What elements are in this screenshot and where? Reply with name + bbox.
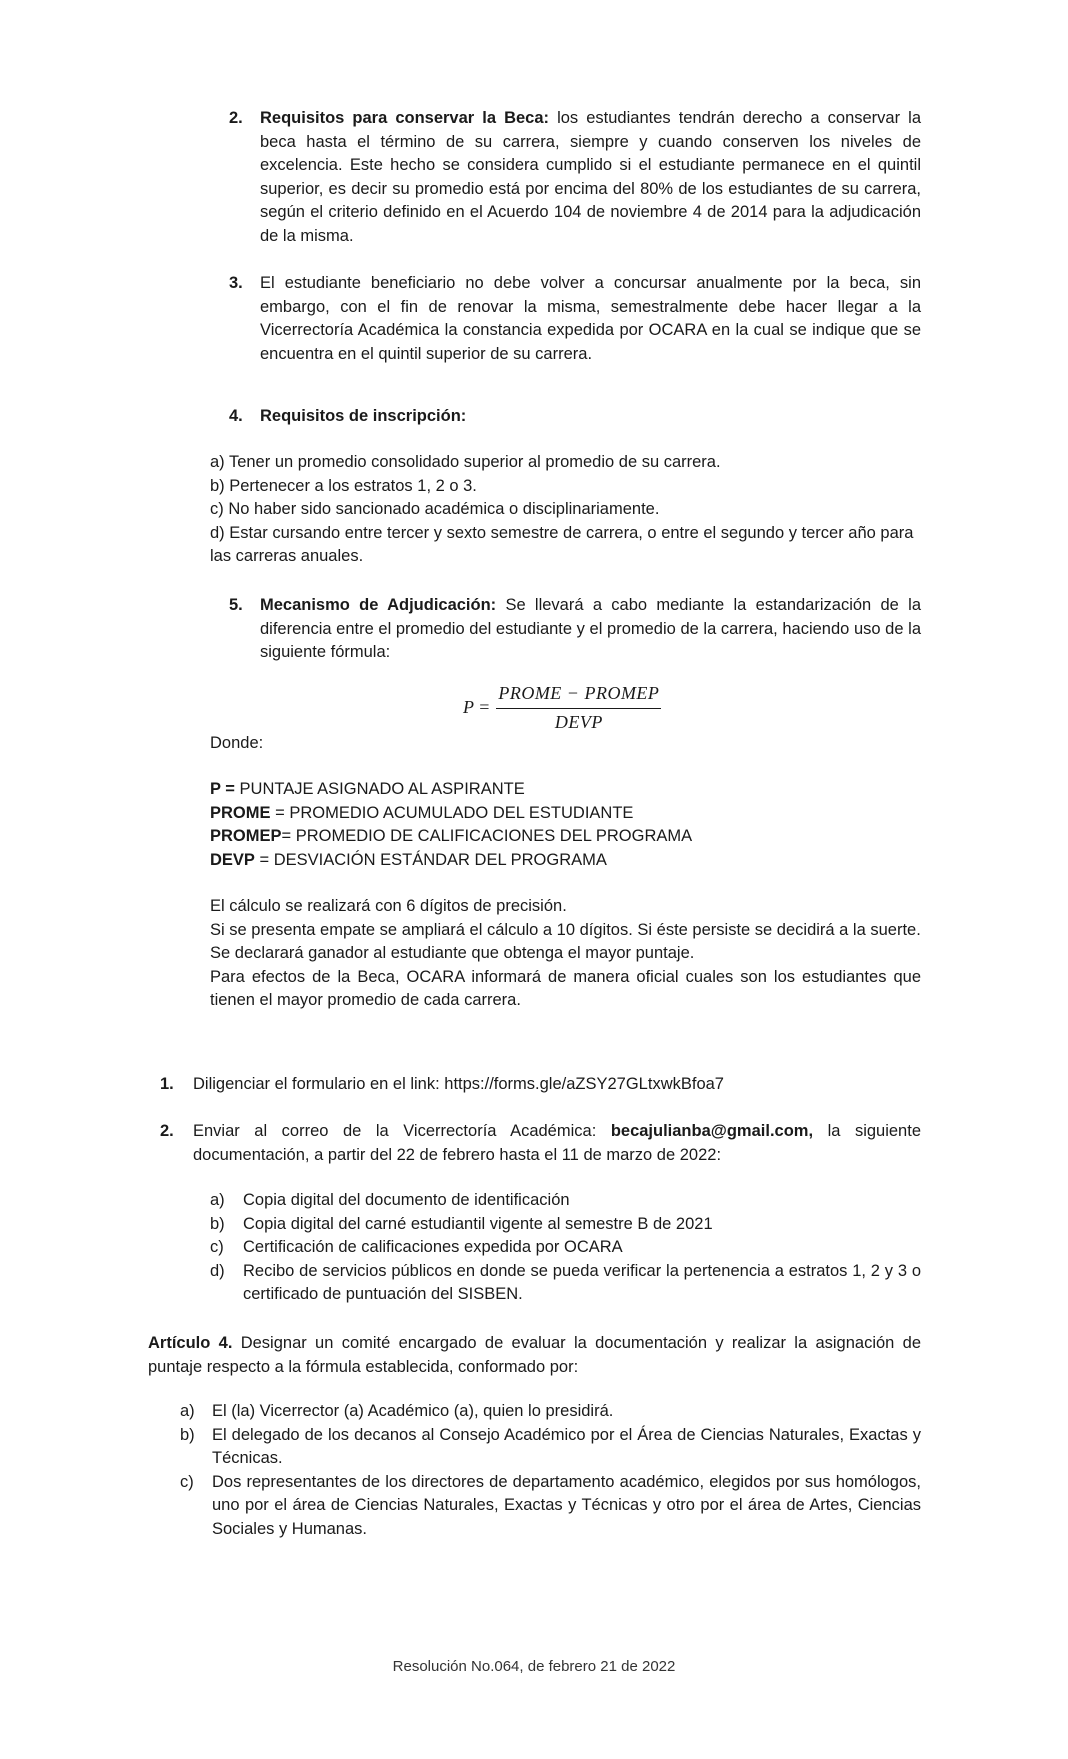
documents-list bbox=[210, 1189, 921, 1309]
definition-term: DEVP bbox=[210, 850, 255, 869]
formula-denominator: DEVP bbox=[554, 711, 603, 732]
member-text: Dos representantes de los directores de departamento académico, elegidos por sus homólogos, uno por el área de Ciencias Naturales, Exactas y Técnicas y otro por el área de Artes, Ciencias Sociales y Humanas. bbox=[212, 1472, 921, 1538]
formula-lhs: P = bbox=[463, 697, 491, 718]
doc-text: Certificación de calificaciones expedida por OCARA bbox=[243, 1238, 623, 1256]
requirement-line: d) Estar cursando entre tercer y sexto semestre de carrera, o entre el segundo y tercer año para las carreras anuales. bbox=[210, 523, 914, 565]
article-text: Designar un comité encargado de evaluar la documentación y realizar la asignación de puntaje respecto a la fórmula establecida, conformado por: bbox=[148, 1334, 921, 1376]
inscripcion-requirements bbox=[210, 451, 921, 569]
item-text: El estudiante beneficiario no debe volver a concursar anualmente por la beca, sin embargo, con el fin de renovar la misma, semestralmente debe hacer llegar a la Vicerrectoría Académica la constancia expedida por OCARA en la cual se indique que se encuentra en el quintil superior de su carrera. bbox=[260, 274, 921, 363]
step-number: 2. bbox=[160, 1122, 174, 1140]
doc-text: Copia digital del carné estudiantil vigente al semestre B de 2021 bbox=[243, 1214, 713, 1233]
item-title: Requisitos para conservar la Beca: bbox=[260, 109, 550, 127]
definition-term: PROME bbox=[210, 803, 271, 822]
item-number: 5. bbox=[229, 596, 243, 614]
calculation-notes bbox=[210, 895, 921, 1013]
member-text: El delegado de los decanos al Consejo Académico por el Área de Ciencias Naturales, Exactas y Técnicas. bbox=[212, 1425, 921, 1467]
item-inscripcion-title bbox=[260, 405, 466, 429]
definition-row bbox=[210, 825, 921, 849]
doc-letter: c) bbox=[210, 1238, 224, 1256]
definition-row bbox=[210, 802, 921, 826]
step-text: Diligenciar el formulario en el link: https://forms.gle/aZSY27GLtxwkBfoa7 bbox=[193, 1075, 724, 1093]
definition-row bbox=[210, 778, 921, 802]
definition-desc: PROMEDIO DE CALIFICACIONES DEL PROGRAMA bbox=[295, 827, 693, 845]
item-number: 2. bbox=[229, 109, 243, 127]
calc-note: El cálculo se realizará con 6 dígitos de precisión. bbox=[210, 897, 567, 915]
formula-definitions bbox=[210, 778, 921, 872]
step-envio-correo bbox=[193, 1120, 921, 1167]
member-letter: a) bbox=[180, 1402, 195, 1420]
committee-members bbox=[180, 1400, 921, 1550]
formula-fraction bbox=[496, 682, 661, 734]
requirement-line: c) No haber sido sancionado académica o disciplinariamente. bbox=[210, 500, 660, 518]
member-text: El (la) Vicerrector (a) Académico (a), quien lo presidirá. bbox=[212, 1402, 614, 1420]
doc-letter: a) bbox=[210, 1191, 225, 1209]
article-4 bbox=[148, 1332, 921, 1379]
formula-numerator: PROME − PROMEP bbox=[496, 682, 661, 709]
item-text: Se llevará a cabo mediante la estandarización de la diferencia entre el promedio del estudiante y el promedio de la carrera, haciendo uso de la siguiente fórmula: bbox=[260, 596, 921, 661]
step-text: la siguiente documentación, a partir del 22 de febrero hasta el 11 de marzo de 2022: bbox=[193, 1122, 921, 1164]
calc-note: Si se presenta empate se ampliará el cálculo a 10 dígitos. Si éste persiste se decidirá a la suerte. bbox=[210, 920, 921, 939]
definition-sep: = bbox=[270, 803, 290, 822]
item-number: 4. bbox=[229, 407, 243, 425]
article-label: Artículo 4. bbox=[148, 1334, 233, 1352]
definition-term: P bbox=[210, 780, 221, 798]
member-letter: b) bbox=[180, 1425, 195, 1444]
doc-text: Copia digital del documento de identificación bbox=[243, 1191, 570, 1209]
definition-term: PROMEP bbox=[210, 827, 282, 845]
doc-letter: b) bbox=[210, 1214, 225, 1233]
doc-text: Recibo de servicios públicos en donde se pueda verificar la pertenencia a estratos 1, 2 y 3 o certificado de puntuación del SISBEN. bbox=[243, 1261, 921, 1303]
item-number: 3. bbox=[229, 274, 243, 292]
definition-sep: = bbox=[220, 780, 240, 798]
item-conservar-beca bbox=[260, 107, 921, 248]
definition-desc: DESVIACIÓN ESTÁNDAR DEL PROGRAMA bbox=[273, 850, 607, 869]
step-number: 1. bbox=[160, 1075, 174, 1093]
calc-note: Se declarará ganador al estudiante que obtenga el mayor puntaje. bbox=[210, 944, 695, 962]
definition-sep: = bbox=[254, 850, 274, 869]
step-text: Enviar al correo de la Vicerrectoría Académica: bbox=[193, 1122, 611, 1140]
score-formula bbox=[463, 682, 661, 734]
item-adjudicacion bbox=[260, 594, 921, 665]
definition-row bbox=[210, 849, 921, 873]
requirement-line: b) Pertenecer a los estratos 1, 2 o 3. bbox=[210, 476, 477, 495]
email-address: becajulianba@gmail.com, bbox=[610, 1122, 814, 1140]
member-letter: c) bbox=[180, 1472, 194, 1491]
step-formulario bbox=[193, 1073, 921, 1097]
calc-note: Para efectos de la Beca, OCARA informará de manera oficial cuales son los estudiantes que tienen el mayor promedio de cada carrera. bbox=[210, 967, 921, 1009]
donde-label: Donde: bbox=[210, 734, 264, 752]
item-title: Mecanismo de Adjudicación: bbox=[260, 596, 497, 614]
item-title: Requisitos de inscripción: bbox=[260, 407, 467, 425]
definition-desc: PUNTAJE ASIGNADO AL ASPIRANTE bbox=[239, 780, 525, 798]
definition-sep: = bbox=[281, 827, 296, 845]
page-footer: Resolución No.064, de febrero 21 de 2022 bbox=[392, 1658, 676, 1675]
item-renovacion bbox=[260, 272, 921, 366]
item-text: los estudiantes tendrán derecho a conservar la beca hasta el término de su carrera, siempre y cuando conserven los niveles de excelencia. Este hecho se considera cumplido si el estudiante permanece en el quintil superior, es decir su promedio está por encima del 80% de los estudiantes de su carrera, según el criterio definido en el Acuerdo 104 de noviembre 4 de 2014 para la adjudicación de la misma. bbox=[260, 109, 921, 245]
definition-desc: PROMEDIO ACUMULADO DEL ESTUDIANTE bbox=[289, 803, 634, 822]
requirement-line: a) Tener un promedio consolidado superior al promedio de su carrera. bbox=[210, 453, 721, 471]
doc-letter: d) bbox=[210, 1261, 225, 1280]
